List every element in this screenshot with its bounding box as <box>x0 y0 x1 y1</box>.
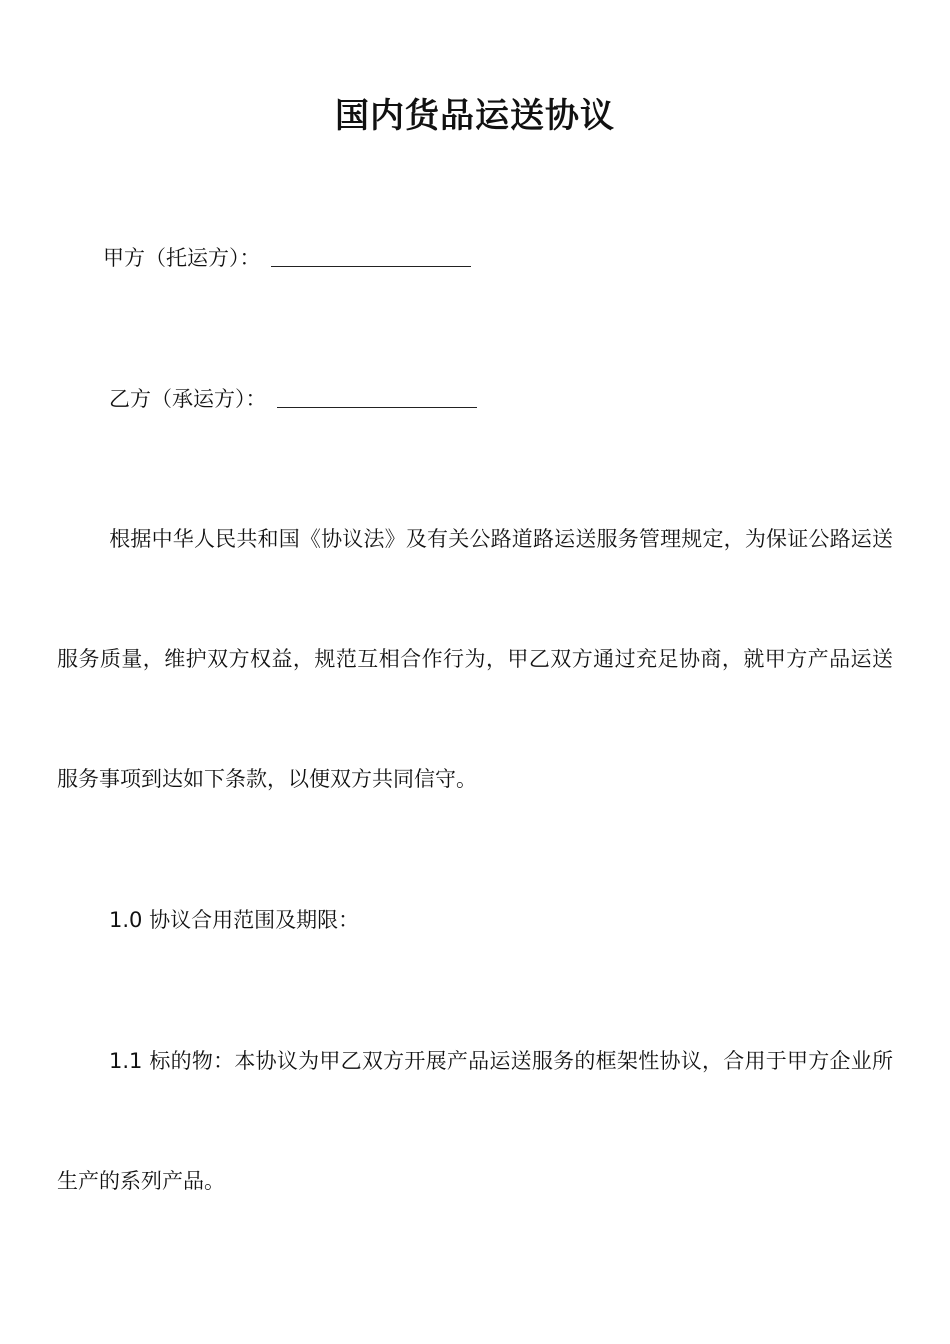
party-b-blank <box>277 406 477 408</box>
section-1-0-text: 1.0 协议合用范围及期限： <box>109 908 360 932</box>
party-a-label: 甲方（托运方）： <box>103 246 261 270</box>
party-a-blank <box>271 265 471 267</box>
party-b-label: 乙方（承运方）： <box>109 387 267 411</box>
section-1-1-text: 1.1 标的物：本协议为甲乙双方开展产品运送服务的框架性协议，合用于甲方企业所生产的系列产品。 <box>57 1049 893 1193</box>
document-title: 国内货品运送协议 <box>335 96 615 136</box>
preamble-text: 根据中华人民共和国《协议法》及有关公路道路运送服务管理规定，为保证公路运送服务质量，维护双方权益，规范互相合作行为，甲乙双方通过充足协商，就甲方产品运送服务事项到达如下条款，以便双方共同信守。 <box>57 527 893 791</box>
party-b-line <box>109 384 477 414</box>
section-1-0-heading <box>57 860 893 980</box>
section-1-1-paragraph <box>57 1001 893 1241</box>
preamble-paragraph <box>57 479 893 839</box>
party-a-line <box>103 243 471 273</box>
